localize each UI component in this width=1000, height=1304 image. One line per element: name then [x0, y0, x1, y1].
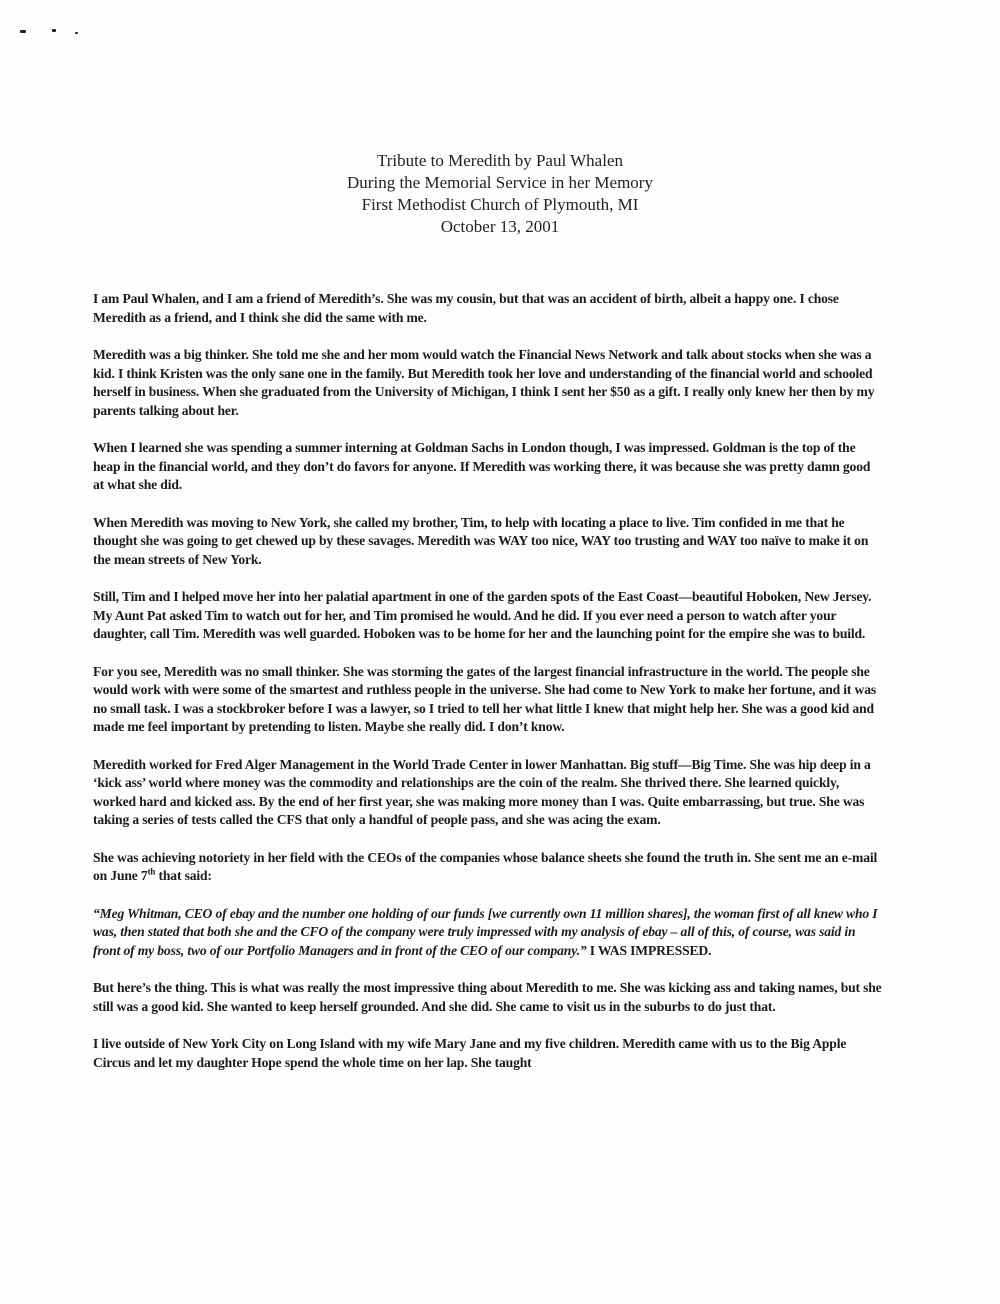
title-line-1: Tribute to Meredith by Paul Whalen — [376, 151, 623, 170]
title-line-4: October 13, 2001 — [440, 217, 560, 236]
paragraph-4: When Meredith was moving to New York, she called my brother, Tim, to help with locating a place to live. Tim confided in me that he thought she was going to get chewed up by these savages. Meredith was WAY too nice, WAY too trusting and WAY too naïve to make it on the mean streets of New York. — [93, 514, 869, 567]
ordinal-suffix: th — [147, 866, 156, 877]
paragraph-2: Meredith was a big thinker. She told me she and her mom would watch the Financial News Network and talk about stocks when she was a kid. I think Kristen was the only sane one in the family. But Meredith took her love and understanding of the financial world and schooled herself in business. When she graduated from the University of Michigan, I think I sent her $50 as a gift. I really only knew her then by my parents talking about her. — [93, 347, 875, 418]
paragraph-5: Still, Tim and I helped move her into her palatial apartment in one of the garden spots of the East Coast—beautiful Hoboken, New Jersey. My Aunt Pat asked Tim to watch out for her, and Tim promised he would. And he did. If you ever need a person to watch after your daughter, call Tim. Meredith was well guarded. Hoboken was to be home for her and the launching point for the empire she was to build. — [93, 589, 872, 641]
quote-text: “Meg Whitman, CEO of ebay and the number one holding of our funds [we currently own 11 million shares], the woman first of all knew who I was, then stated that both she and the CFO of the company were truly impressed with my analysis of ebay – all of this, of course, was said in front of my boss, two of our Portfolio Managers and in front of the CEO of our company.” — [93, 905, 878, 958]
paragraph-8 — [93, 849, 883, 886]
scan-artifact — [20, 30, 26, 33]
quote-reaction: I WAS IMPRESSED. — [586, 942, 712, 958]
paragraph-1: I am Paul Whalen, and I am a friend of Meredith’s. She was my cousin, but that was an accident of birth, albeit a happy one. I chose Meredith as a friend, and I think she did the same with me. — [93, 291, 839, 325]
email-quote — [93, 905, 883, 961]
paragraph-3: When I learned she was spending a summer interning at Goldman Sachs in London though, I was impressed. Goldman is the top of the heap in the financial world, and they don’t do favors for anyone. If Meredith was working there, it was because she was pretty damn good at what she did. — [93, 440, 871, 492]
paragraph-6: For you see, Meredith was no small thinker. She was storming the gates of the largest financial infrastructure in the world. The people she would work with were some of the smartest and ruthless people in the universe. She had come to New York to make her fortune, and it was no small task. I was a stockbroker before I was a lawyer, so I tried to tell her what little I knew that might help her. She was a good kid and made me feel important by pretending to listen. Maybe she really did. I don’t know. — [93, 663, 877, 734]
title-line-2: During the Memorial Service in her Memory — [347, 173, 653, 192]
document-body — [93, 290, 883, 1091]
paragraph-11: I live outside of New York City on Long Island with my wife Mary Jane and my five children. Meredith came with us to the Big Apple Circus and let my daughter Hope spend the whole time on her lap. She taught — [93, 1036, 847, 1070]
scan-artifact — [75, 32, 78, 34]
scan-artifact — [52, 29, 56, 32]
paragraph-8-text: She was achieving notoriety in her field with the CEOs of the companies whose balance sheets she found the truth in. She sent me an e-mail on June 7 — [93, 849, 878, 883]
paragraph-10: But here’s the thing. This is what was really the most impressive thing about Meredith to me. She was kicking ass and taking names, but she still was a good kid. She wanted to keep herself grounded. And she did. She came to visit us in the suburbs to do just that. — [93, 980, 882, 1014]
paragraph-8-end: that said: — [155, 868, 212, 883]
title-line-3: First Methodist Church of Plymouth, MI — [361, 195, 639, 214]
document-title — [0, 150, 1000, 238]
paragraph-7: Meredith worked for Fred Alger Management in the World Trade Center in lower Manhattan. Big stuff—Big Time. She was hip deep in a ‘kick ass’ world where money was the commodity and relationships are the coin of the realm. She thrived there. She learned quickly, worked hard and kicked ass. By the end of her first year, she was making more money than I was. Quite embarrassing, but true. She was taking a series of tests called the CFS that only a handful of people pass, and she was acing the exam. — [93, 756, 871, 827]
